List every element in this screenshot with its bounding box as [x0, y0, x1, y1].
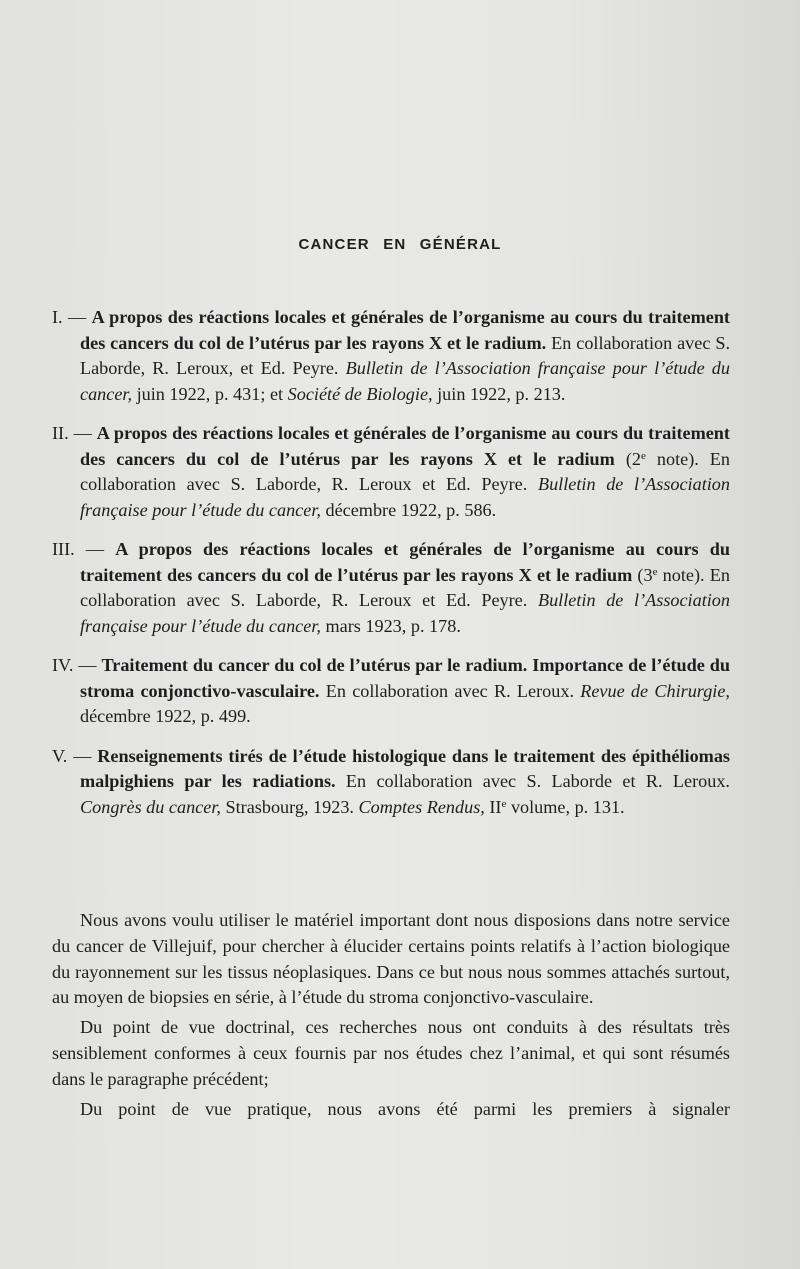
bibliography-entry-4	[52, 653, 730, 730]
entry-date: juin 1922, p. 431; et	[132, 383, 288, 404]
entry-date: décembre 1922, p. 586.	[320, 499, 497, 520]
entry-number: V. —	[52, 745, 98, 766]
entry-page: volume, p. 131.	[506, 796, 625, 817]
body-text	[52, 908, 730, 1126]
entry-title: Renseignements tirés de l’étude histologique dans le traitement des épithéliomas malpighiens par les radiations.	[80, 745, 730, 791]
journal-name: Congrès du cancer,	[80, 796, 221, 817]
bibliography-entry-2	[52, 421, 730, 523]
paragraph: Du point de vue pratique, nous avons été parmi les premiers à signaler	[80, 1098, 730, 1119]
entry-collaboration: note). En collaboration avec S. Laborde, R. Leroux et Ed. Peyre.	[80, 564, 730, 610]
journal-name: Comptes Rendus,	[358, 796, 485, 817]
entry-collaboration: En collaboration avec R. Leroux.	[319, 680, 581, 701]
entry-note: (3	[632, 564, 653, 585]
bibliography-entry-5	[52, 744, 730, 821]
entry-note-sup: e	[652, 565, 658, 578]
paragraph: Nous avons voulu utiliser le matériel important dont nous disposions dans notre service du cancer de Villejuif, pour chercher à élucider certains points relatifs à l’action biologique du rayonnement sur les tissus néoplasiques. Dans ce but nous nous sommes attachés surtout, au moyen de biopsies en série, à l’étude du stroma conjonctivo-vasculaire.	[52, 910, 730, 1008]
journal-name: Société de Biologie,	[287, 383, 433, 404]
entry-location: Strasbourg, 1923.	[220, 796, 359, 817]
entry-title: A propos des réactions locales et générales de l’organisme au cours du traitement des cancers du col de l’utérus par les rayons X et le radium	[80, 423, 730, 469]
paragraph: Du point de vue doctrinal, ces recherches nous ont conduits à des résultats très sensiblement conformes à ceux fournis par nos études chez l’animal, et qui sont résumés dans le paragraphe précédent;	[52, 1017, 730, 1089]
entry-date: mars 1923, p. 178.	[320, 615, 461, 636]
bibliography-list	[52, 305, 730, 834]
entry-date: décembre 1922, p. 499.	[80, 706, 251, 726]
section-heading: CANCER EN GÉNÉRAL	[298, 236, 502, 253]
journal-name: Bulletin de l’Association française pour l’étude du cancer,	[80, 358, 730, 404]
entry-number: II. —	[52, 423, 97, 443]
entry-collaboration: En collaboration avec S. Laborde et R. Leroux.	[335, 771, 730, 791]
entry-note-sup: e	[640, 449, 646, 462]
entry-collaboration: En collaboration avec S. Laborde, R. Leroux, et Ed. Peyre.	[80, 332, 730, 378]
journal-name: Bulletin de l’Association française pour l’étude du cancer,	[80, 474, 730, 520]
entry-date: juin 1922, p. 213.	[432, 383, 566, 404]
entry-volume: II	[484, 796, 502, 817]
entry-collaboration: note). En collaboration avec S. Laborde, R. Leroux et Ed. Peyre.	[80, 448, 730, 494]
entry-title: A propos des réactions locales et générales de l’organisme au cours du traitement des cancers du col de l’utérus par les rayons X et le radium.	[80, 307, 730, 353]
entry-volume-sup: e	[501, 797, 507, 810]
bibliography-entry-3	[52, 537, 730, 639]
entry-title: A propos des réactions locales et générales de l’organisme au cours du traitement des cancers du col de l’utérus par les rayons X et le radium	[80, 539, 731, 585]
entry-number: I. —	[52, 307, 92, 327]
journal-name: Bulletin de l’Association française pour l’étude du cancer,	[80, 590, 730, 636]
entry-number: IV. —	[52, 655, 102, 675]
entry-title: Traitement du cancer du col de l’utérus par le radium. Importance de l’étude du stroma conjonctivo-vasculaire.	[80, 655, 730, 701]
journal-name: Revue de Chirurgie,	[580, 680, 730, 701]
entry-number: III. —	[52, 539, 116, 559]
entry-note: (2	[614, 448, 641, 469]
bibliography-entry-1	[52, 305, 730, 407]
